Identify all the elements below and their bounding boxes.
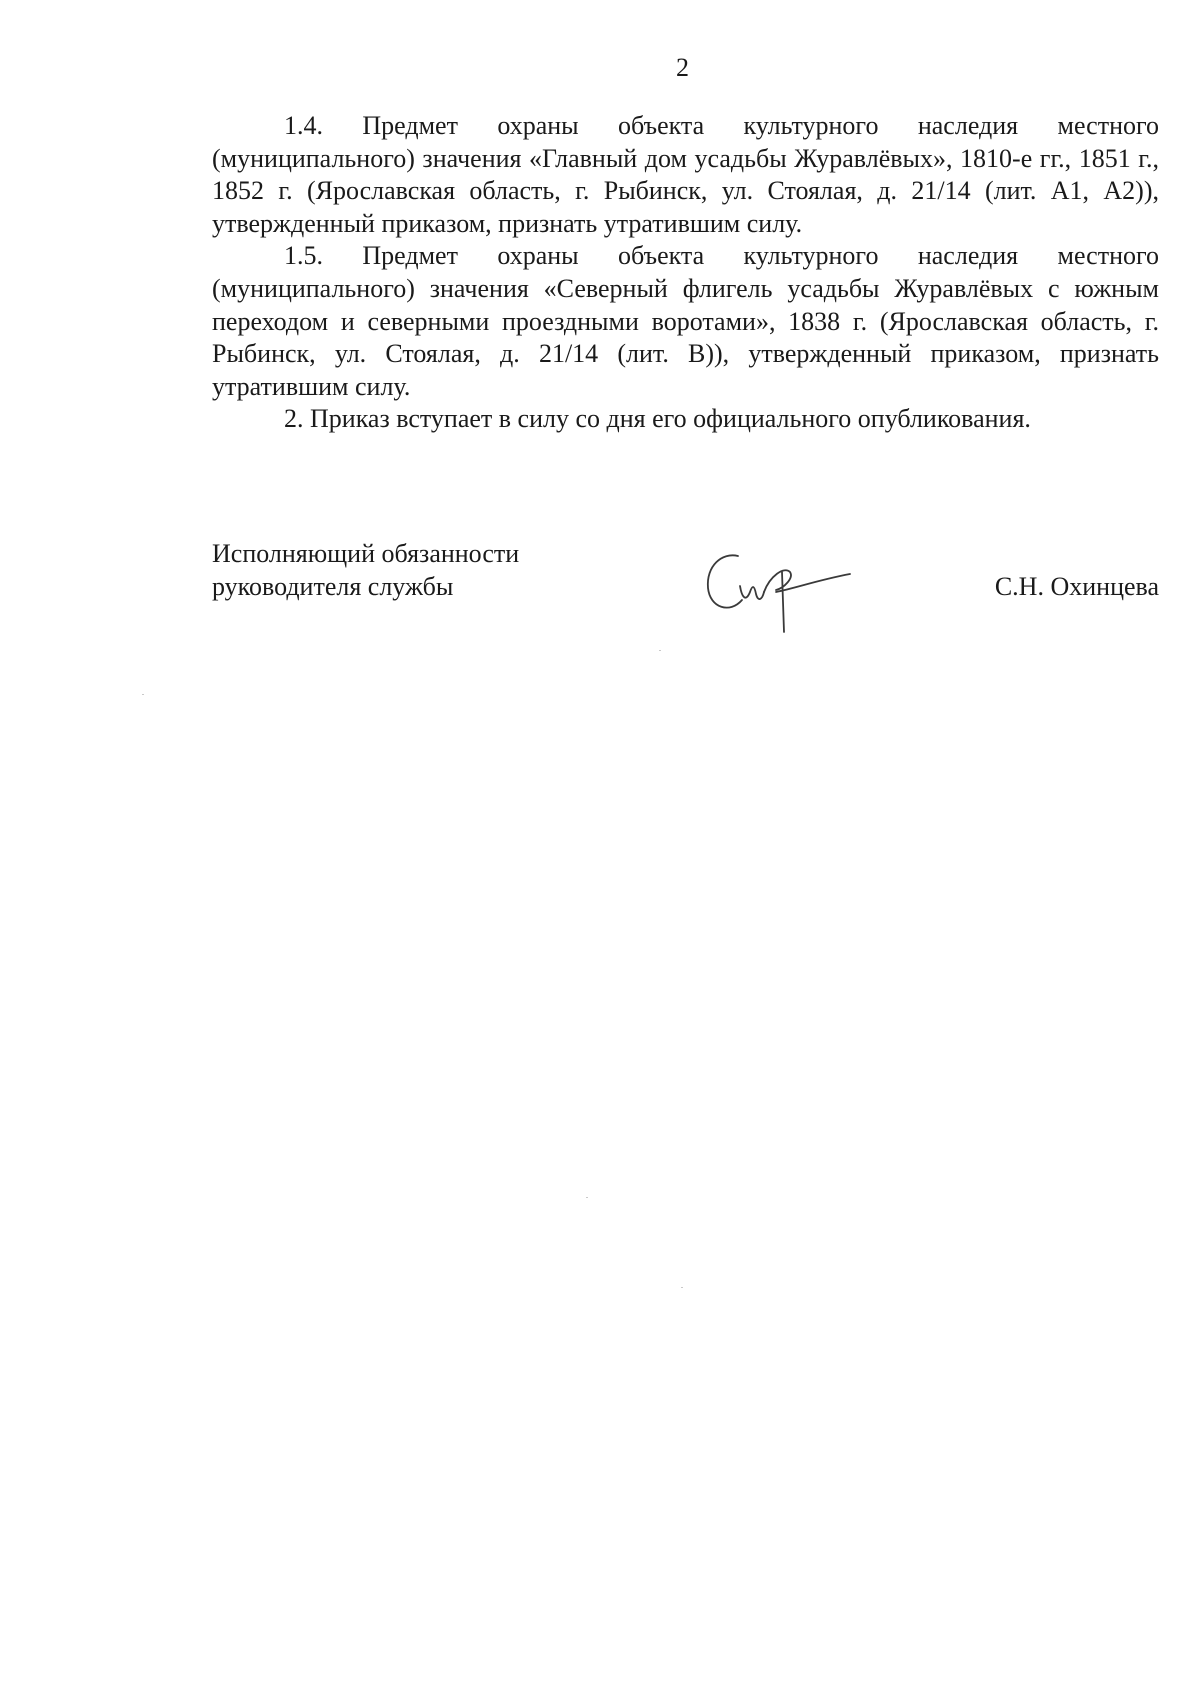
signatory-position-line-1: Исполняющий обязанности [212, 539, 520, 568]
paragraph-1-5: 1.5. Предмет охраны объекта культурного наследия местного (муниципального) значения «Северный флигель усадьбы Журавлёвых с южным переходом и северными проездными воротами», 1838 г. (Ярославская область, г. Рыбинск, ул. Стоялая, д. 21/14 (лит. В)), утвержденный приказом, признать утратившим силу. [212, 241, 1159, 401]
document-body [212, 110, 1159, 436]
signatory-position [212, 538, 519, 603]
paragraph-1-4: 1.4. Предмет охраны объекта культурного наследия местного (муниципального) значения «Главный дом усадьбы Журавлёвых», 1810-е гг., 1851 г., 1852 г. (Ярославская область, г. Рыбинск, ул. Стоялая, д. 21/14 (лит. А1, А2)), утвержденный приказом, признать утратившим силу. [212, 111, 1159, 238]
scan-speck [659, 650, 661, 651]
signatory-position-line-2: руководителя службы [212, 571, 454, 601]
scan-speck [586, 1197, 588, 1198]
signatory-name: С.Н. Охинцева [994, 572, 1159, 601]
handwritten-signature-icon [700, 548, 860, 634]
scan-speck [681, 1287, 683, 1288]
page-number: 2 [676, 53, 689, 82]
scan-speck [142, 694, 144, 695]
paragraph-2: 2. Приказ вступает в силу со дня его официального опубликования. [284, 404, 1031, 434]
